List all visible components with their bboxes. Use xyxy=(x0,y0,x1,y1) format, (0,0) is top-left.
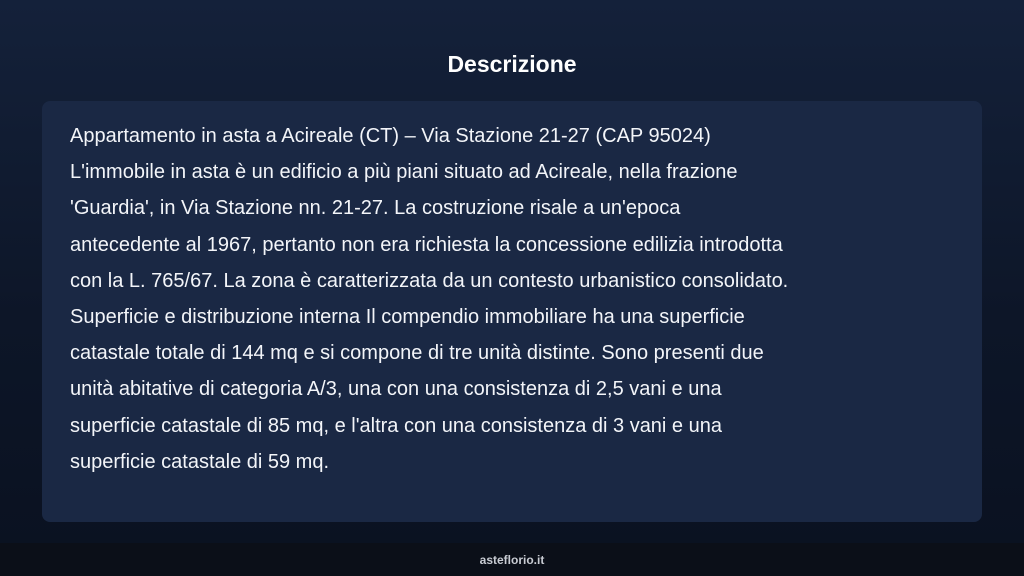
page-title: Descrizione xyxy=(447,51,577,77)
footer-bar xyxy=(0,543,1024,576)
description-text: Appartamento in asta a Acireale (CT) – Via Stazione 21-27 (CAP 95024) L'immobile in asta è un edificio a più piani situato ad Acireale, nella frazione 'Guardia', in Via Stazione nn. 21-27. La costruzione risale a un'epoca antecedente al 1967, pertanto non era richiesta la concessione edilizia introdotta con la L. 765/67. La zona è caratterizzata da un contesto urbanistico consolidato. Superficie e distribuzione interna Il compendio immobiliare ha una superficie catastale totale di 144 mq e si compone di tre unità distinte. Sono presenti due unità abitative di categoria A/3, una con una consistenza di 2,5 vani e una superficie catastale di 85 mq, e l'altra con una consistenza di 3 vani e una superficie catastale di 59 mq. xyxy=(70,125,789,473)
description-card xyxy=(42,101,982,522)
footer-domain-label: asteflorio.it xyxy=(479,553,545,567)
